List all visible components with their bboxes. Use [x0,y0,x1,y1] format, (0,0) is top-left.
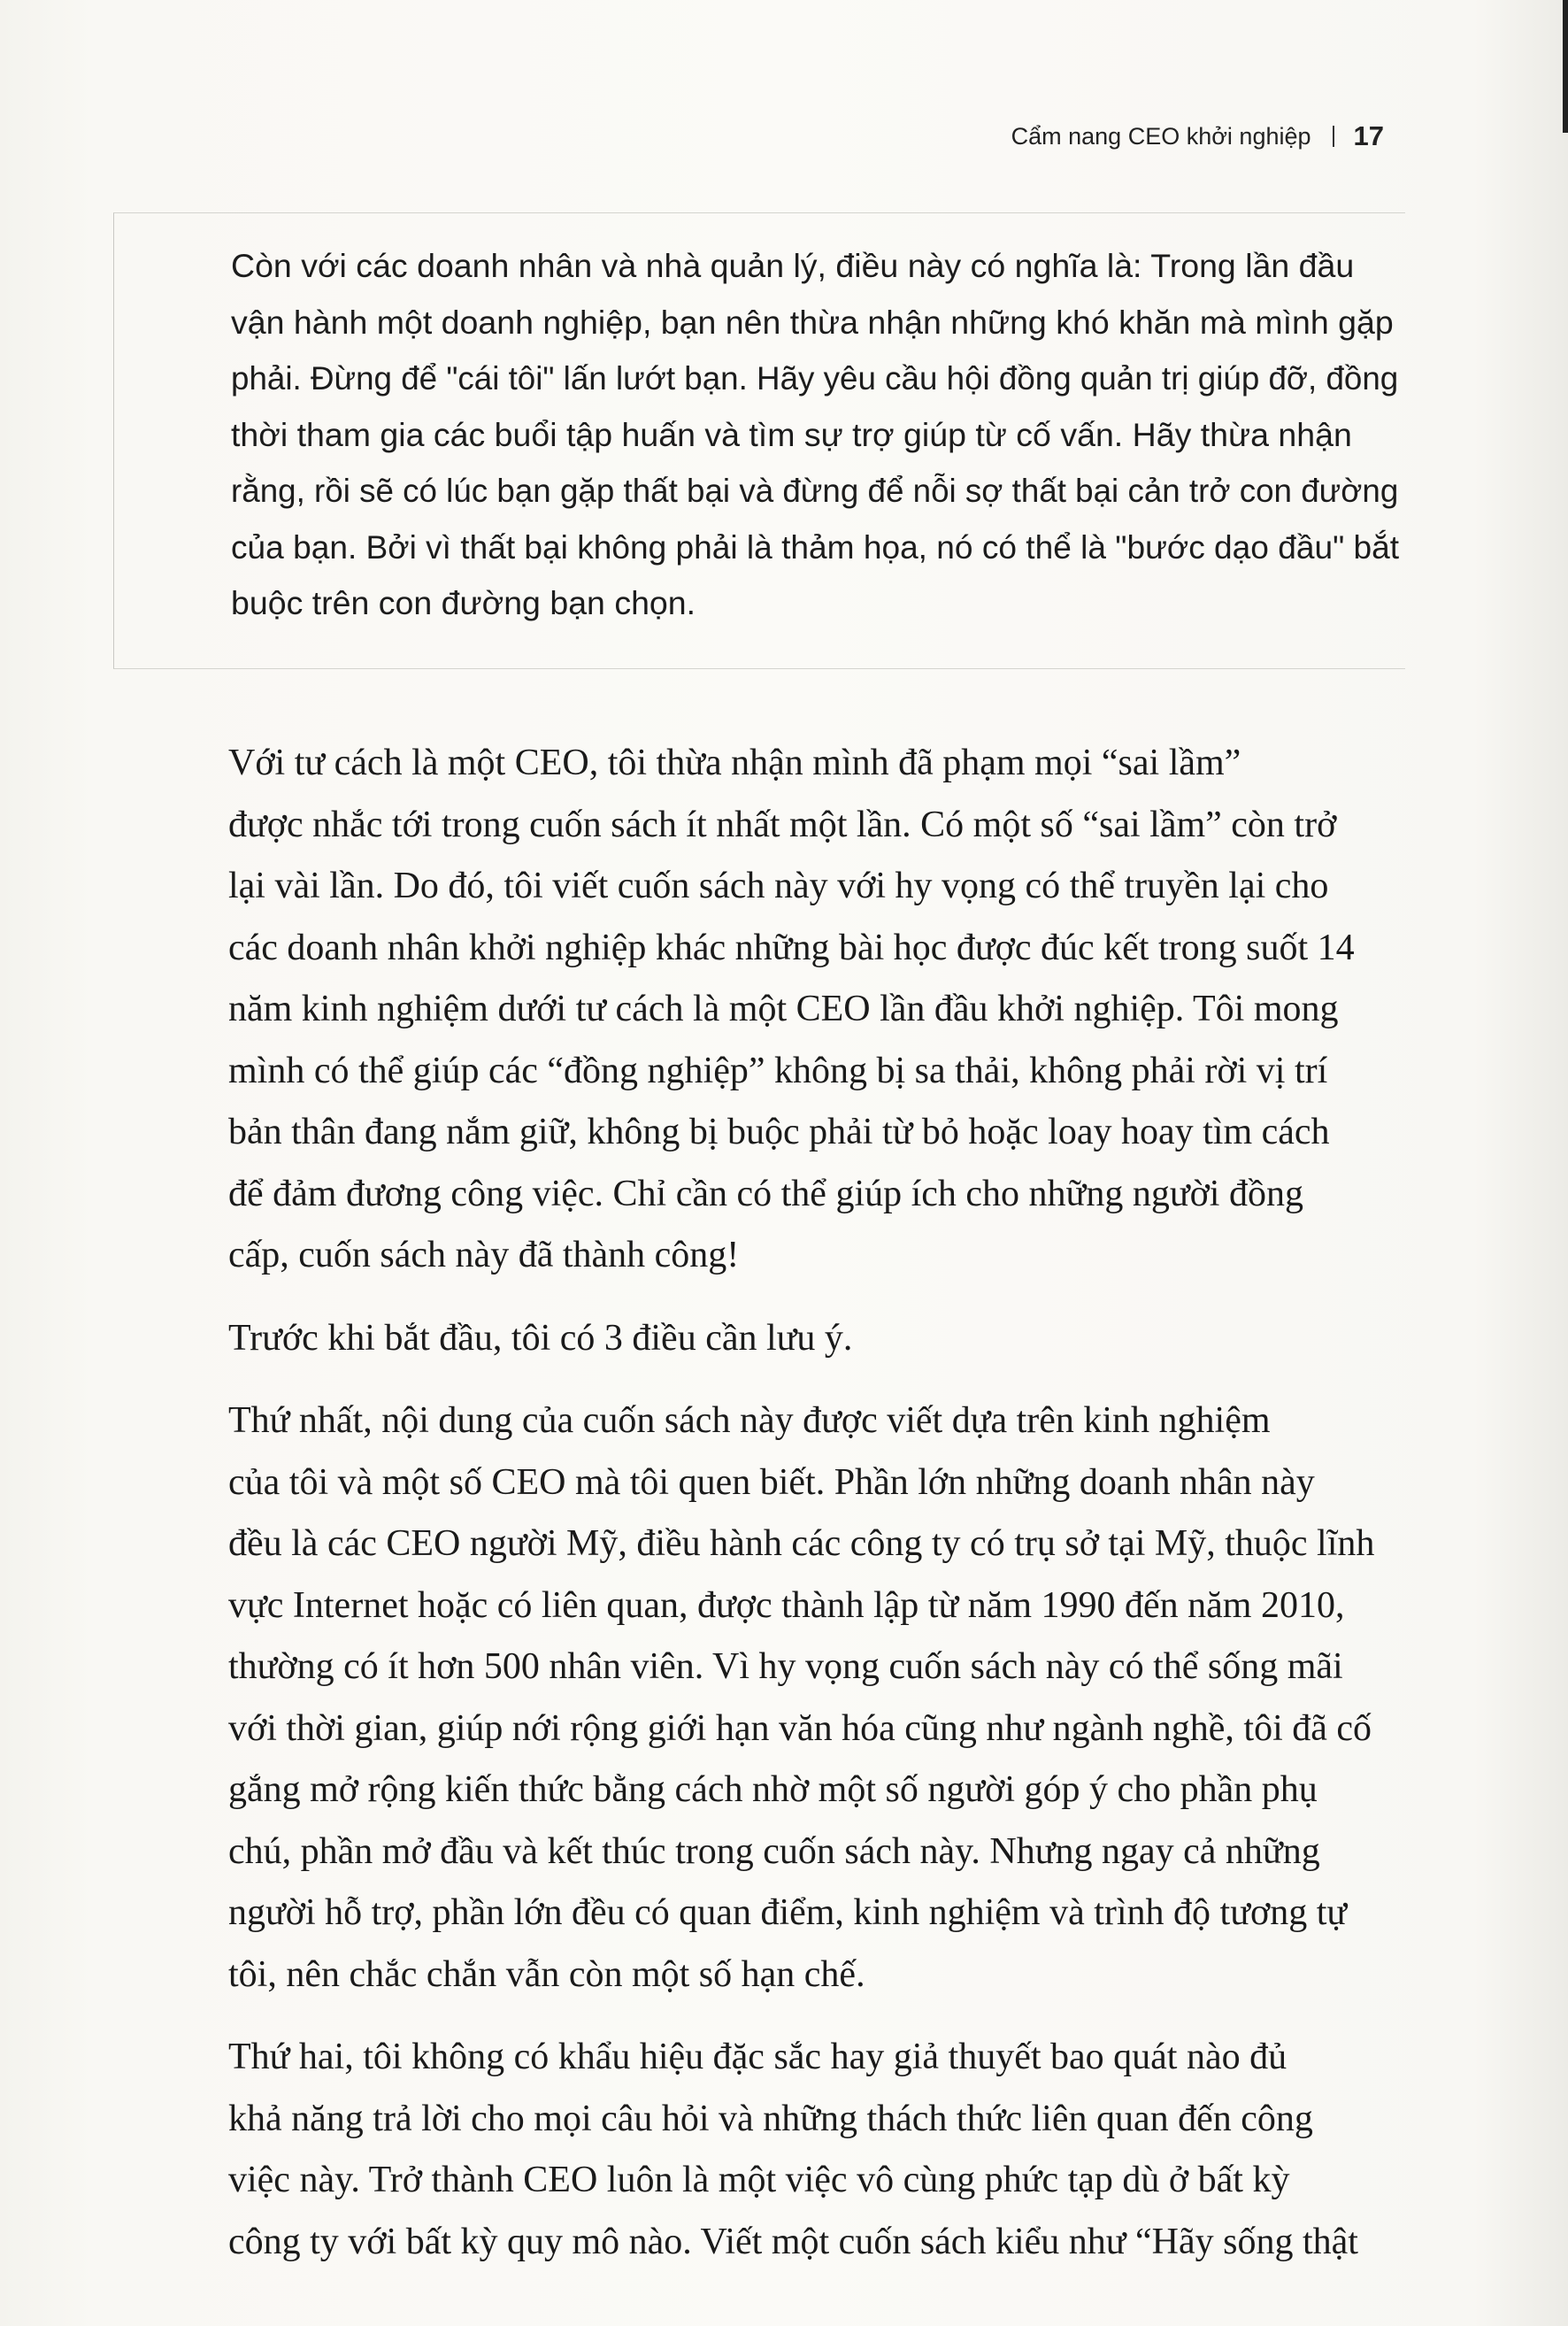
body-line: mình có thể giúp các “đồng nghiệp” không bị sa thải, không phải rời vị trí [228,1050,1328,1091]
body-line: Thứ nhất, nội dung của cuốn sách này được viết dựa trên kinh nghiệm [228,1400,1271,1441]
body-line: được nhắc tới trong cuốn sách ít nhất một lần. Có một số “sai lầm” còn trở [228,804,1337,845]
body-line: Thứ hai, tôi không có khẩu hiệu đặc sắc hay giả thuyết bao quát nào đủ [228,2037,1287,2077]
body-line: tôi, nên chắc chắn vẫn còn một số hạn chế. [228,1953,865,1995]
callout-line: thời tham gia các buổi tập huấn và tìm sự trợ giúp từ cố vấn. Hãy thừa nhận [231,415,1352,453]
header-separator [1333,126,1334,147]
callout-box [113,212,1405,669]
body-line: đều là các CEO người Mỹ, điều hành các công ty có trụ sở tại Mỹ, thuộc lĩnh [228,1523,1375,1564]
callout-line: của bạn. Bởi vì thất bại không phải là thảm họa, nó có thể là "bước dạo đầu" bắt [231,528,1400,566]
page-edge-shadow [1563,0,1568,133]
body-line: khả năng trả lời cho mọi câu hỏi và những thách thức liên quan đến công [228,2098,1313,2139]
callout-paragraph [231,238,1405,632]
body-line: để đảm đương công việc. Chỉ cần có thể giúp ích cho những người đồng [228,1173,1303,1214]
body-line: cấp, cuốn sách này đã thành công! [228,1235,740,1275]
body-line: việc này. Trở thành CEO luôn là một việc vô cùng phức tạp dù ở bất kỳ [228,2160,1290,2200]
body-line: Với tư cách là một CEO, tôi thừa nhận mình đã phạm mọi “sai lầm” [228,743,1241,783]
callout-line: phải. Đừng để "cái tôi" lấn lướt bạn. Hãy yêu cầu hội đồng quản trị giúp đỡ, đồng [231,360,1399,397]
page-number: 17 [1353,120,1384,151]
body-line: của tôi và một số CEO mà tôi quen biết. Phần lớn những doanh nhân này [228,1461,1315,1503]
body-paragraph-2 [228,1308,1405,1370]
body-line: lại vài lần. Do đó, tôi viết cuốn sách này với hy vọng có thể truyền lại cho [228,866,1329,906]
body-line: bản thân đang nắm giữ, không bị buộc phải từ bỏ hoặc loay hoay tìm cách [228,1112,1330,1152]
body-line: người hỗ trợ, phần lớn đều có quan điểm, kinh nghiệm và trình độ tương tự [228,1892,1348,1933]
callout-line: rằng, rồi sẽ có lúc bạn gặp thất bại và đừng để nỗi sợ thất bại cản trở con đường [231,473,1399,509]
running-header [1011,120,1384,152]
body-line: Trước khi bắt đầu, tôi có 3 điều cần lưu ý. [228,1317,853,1359]
callout-line: buộc trên con đường bạn chọn. [231,584,696,621]
body-line: gắng mở rộng kiến thức bằng cách nhờ một số người góp ý cho phần phụ [228,1769,1318,1810]
body-line: công ty với bất kỳ quy mô nào. Viết một cuốn sách kiểu như “Hãy sống thật [228,2221,1358,2262]
body-line: với thời gian, giúp nới rộng giới hạn văn hóa cũng như ngành nghề, tôi đã cố [228,1707,1372,1749]
body-paragraph-4 [228,2027,1405,2273]
body-line: năm kinh nghiệm dưới tư cách là một CEO lần đầu khởi nghiệp. Tôi mong [228,989,1339,1029]
body-line: chú, phần mở đầu và kết thúc trong cuốn sách này. Nhưng ngay cả những [228,1830,1320,1872]
body-line: thường có ít hơn 500 nhân viên. Vì hy vọng cuốn sách này có thể sống mãi [228,1646,1343,1687]
book-title: Cẩm nang CEO khởi nghiệp [1011,122,1311,150]
callout-line: vận hành một doanh nghiệp, bạn nên thừa nhận những khó khăn mà mình gặp [231,303,1394,341]
body-paragraph-1 [228,733,1405,1287]
body-line: các doanh nhân khởi nghiệp khác những bài học được đúc kết trong suốt 14 [228,927,1355,968]
callout-line: Còn với các doanh nhân và nhà quản lý, điều này có nghĩa là: Trong lần đầu [231,247,1355,284]
body-line: vực Internet hoặc có liên quan, được thành lập từ năm 1990 đến năm 2010, [228,1584,1345,1626]
body-paragraph-3 [228,1390,1405,2006]
body-text [228,733,1405,2294]
